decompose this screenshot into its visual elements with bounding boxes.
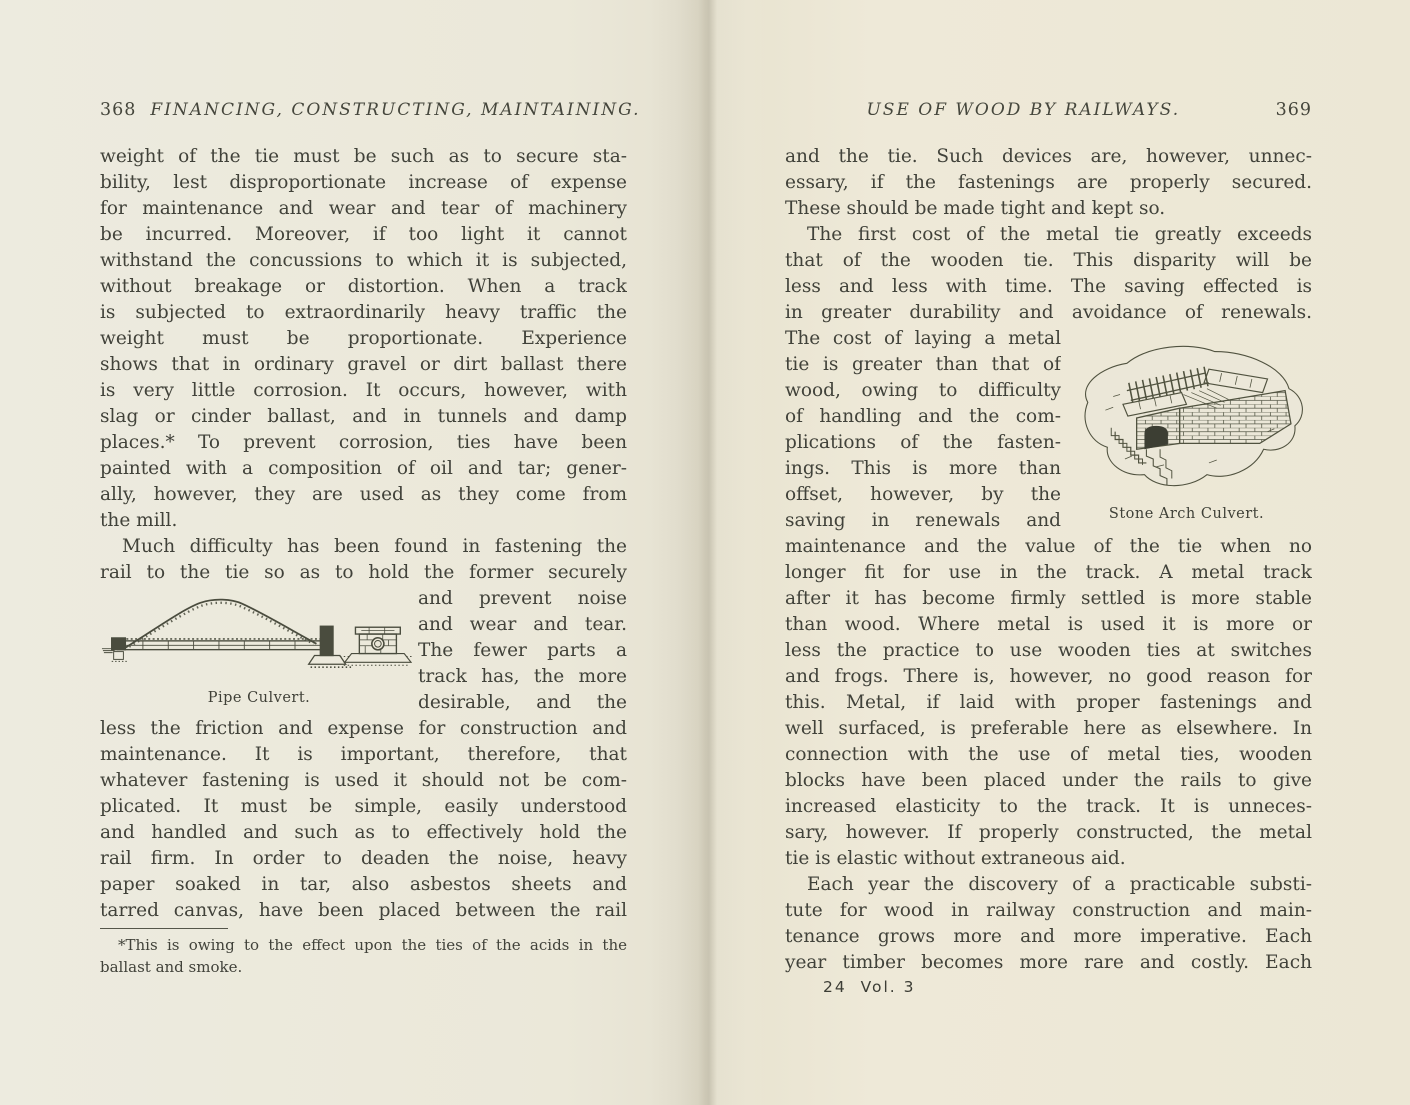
- footnote-rule: [100, 928, 228, 929]
- pipe-culvert-illustration-icon: [100, 586, 412, 686]
- right-running-head-row: [785, 100, 1312, 124]
- text-line: sary, however. If properly constructed, the metal: [785, 822, 1312, 843]
- text-line: and handled and such as to effectively hold the: [100, 822, 627, 843]
- text-line: places.* To prevent corrosion, ties have been: [100, 432, 627, 453]
- text-line: rail firm. In order to deaden the noise, heavy: [100, 848, 627, 869]
- text-line: this. Metal, if laid with proper fastenings and: [785, 692, 1312, 713]
- text-line: tie is greater than that of: [785, 354, 1061, 375]
- text-line: plicated. It must be simple, easily understood: [100, 796, 627, 817]
- stone-arch-culvert-figure: [1061, 326, 1312, 534]
- text-line: track has, the more: [418, 666, 627, 687]
- text-line: offset, however, by the: [785, 484, 1061, 505]
- text-line: well surfaced, is preferable here as elsewhere. In: [785, 718, 1312, 739]
- text-line: less the practice to use wooden ties at switches: [785, 640, 1312, 661]
- right-page-number: 369: [1275, 100, 1312, 120]
- text-line: ballast and smoke.: [100, 958, 243, 976]
- text-line: less and less with time. The saving effected is: [785, 276, 1312, 297]
- text-line: shows that in ordinary gravel or dirt ballast there: [100, 354, 627, 375]
- text-line: paper soaked in tar, also asbestos sheets and: [100, 874, 627, 895]
- right-narrow-text: [785, 326, 1061, 534]
- left-page: [100, 100, 641, 978]
- text-line: weight must be proportionate. Experience: [100, 328, 627, 349]
- right-figure-row: [785, 326, 1312, 534]
- text-line: and wear and tear.: [418, 614, 627, 635]
- right-body-block-a: [785, 144, 1312, 326]
- left-running-head-row: [100, 100, 641, 124]
- text-line: *This is owing to the effect upon the ties of the acids in the: [118, 936, 627, 954]
- text-line: bility, lest disproportionate increase of expense: [100, 172, 627, 193]
- text-line: is very little corrosion. It occurs, however, with: [100, 380, 627, 401]
- text-line: wood, owing to difficulty: [785, 380, 1061, 401]
- text-line: The first cost of the metal tie greatly exceeds: [807, 224, 1312, 245]
- text-line: saving in renewals and: [785, 510, 1061, 531]
- right-running-head: USE OF WOOD BY RAILWAYS.: [866, 100, 1181, 120]
- footnote-text: [100, 934, 627, 978]
- left-page-number: 368: [100, 100, 137, 120]
- text-line: be incurred. Moreover, if too light it cannot: [100, 224, 627, 245]
- text-line: is subjected to extraordinarily heavy traffic the: [100, 302, 627, 323]
- text-line: without breakage or distortion. When a track: [100, 276, 627, 297]
- text-line: The fewer parts a: [418, 640, 627, 661]
- text-line: weight of the tie must be such as to secure sta-: [100, 146, 627, 167]
- text-line: essary, if the fastenings are properly secured.: [785, 172, 1312, 193]
- text-line: increased elasticity to the track. It is unneces-: [785, 796, 1312, 817]
- text-line: blocks have been placed under the rails to give: [785, 770, 1312, 791]
- text-line: maintenance and the value of the tie when no: [785, 536, 1312, 557]
- pipe-culvert-caption: Pipe Culvert.: [207, 690, 311, 706]
- stone-arch-culvert-caption: Stone Arch Culvert.: [1108, 506, 1265, 522]
- text-line: for maintenance and wear and tear of machinery: [100, 198, 627, 219]
- text-line: painted with a composition of oil and tar; gener-: [100, 458, 627, 479]
- text-line: The cost of laying a metal: [785, 328, 1061, 349]
- left-body-block-b: [100, 716, 627, 924]
- pipe-culvert-figure: [100, 586, 418, 716]
- text-line: desirable, and the: [418, 692, 627, 713]
- text-line: the mill.: [100, 510, 178, 531]
- text-line: connection with the use of metal ties, wooden: [785, 744, 1312, 765]
- left-figure-row: [100, 586, 627, 716]
- text-line: year timber becomes more rare and costly. Each: [785, 952, 1312, 973]
- text-line: rail to the tie so as to hold the former securely: [100, 562, 627, 583]
- text-line: whatever fastening is used it should not be com-: [100, 770, 627, 791]
- text-line: and frogs. There is, however, no good reason for: [785, 666, 1312, 687]
- text-line: less the friction and expense for construction and: [100, 718, 627, 739]
- text-line: that of the wooden tie. This disparity will be: [785, 250, 1312, 271]
- text-line: maintenance. It is important, therefore, that: [100, 744, 627, 765]
- page-gutter-shadow: [650, 0, 770, 1105]
- text-line: of handling and the com-: [785, 406, 1061, 427]
- text-line: tie is elastic without extraneous aid.: [785, 848, 1126, 869]
- stone-arch-culvert-illustration-icon: [1061, 334, 1308, 502]
- text-line: tarred canvas, have been placed between the rail: [100, 900, 627, 921]
- left-wrap-text: [418, 586, 627, 716]
- text-line: ally, however, they are used as they come from: [100, 484, 627, 505]
- left-running-head: FINANCING, CONSTRUCTING, MAINTAINING.: [150, 100, 641, 120]
- text-line: withstand the concussions to which it is subjected,: [100, 250, 627, 271]
- left-footnote: [100, 928, 627, 978]
- text-line: Each year the discovery of a practicable substi-: [807, 874, 1312, 895]
- text-line: Much difficulty has been found in fastening the: [122, 536, 627, 557]
- volume-signature-mark: 24 Vol. 3: [823, 978, 916, 996]
- text-line: longer fit for use in the track. A metal track: [785, 562, 1312, 583]
- left-body-block-a: [100, 144, 627, 586]
- text-line: tute for wood in railway construction and main-: [785, 900, 1312, 921]
- right-page: [785, 100, 1312, 996]
- text-line: These should be made tight and kept so.: [785, 198, 1166, 219]
- text-line: after it has become firmly settled is more stable: [785, 588, 1312, 609]
- text-line: and the tie. Such devices are, however, unnec-: [785, 146, 1312, 167]
- text-line: slag or cinder ballast, and in tunnels and damp: [100, 406, 627, 427]
- text-line: than wood. Where metal is used it is more or: [785, 614, 1312, 635]
- text-line: tenance grows more and more imperative. Each: [785, 926, 1312, 947]
- text-line: in greater durability and avoidance of renewals.: [785, 302, 1312, 323]
- text-line: ings. This is more than: [785, 458, 1061, 479]
- text-line: and prevent noise: [418, 588, 627, 609]
- right-body-block-c: [785, 534, 1312, 976]
- text-line: plications of the fasten-: [785, 432, 1061, 453]
